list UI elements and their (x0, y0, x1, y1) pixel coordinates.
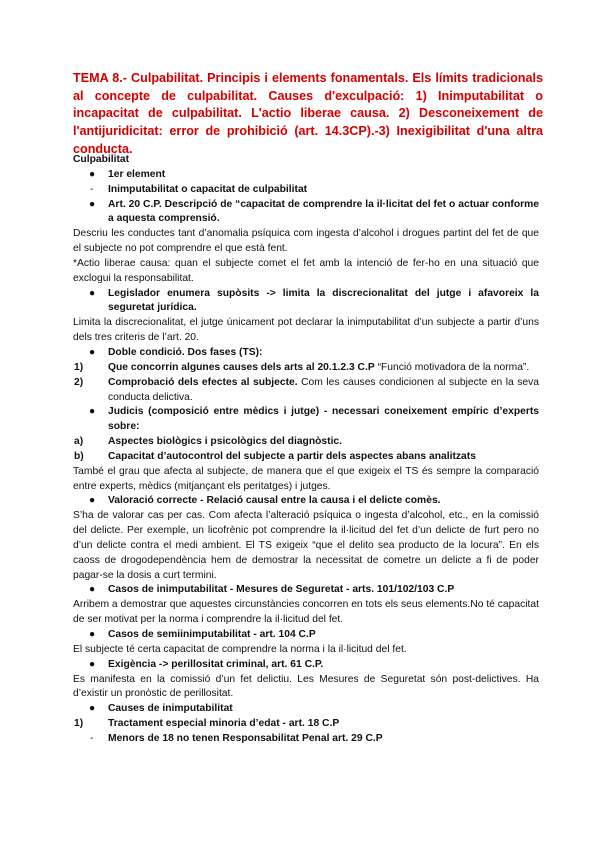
bullet-item (73, 702, 539, 717)
paragraph: El subjecte té certa capacitat de comprendre la norma i la il·licitud del fet. (73, 643, 407, 655)
letter-marker: b) (74, 450, 84, 462)
bullet-marker: ● (89, 287, 96, 299)
bullet-text: Doble condició. Dos fases (TS): (108, 346, 263, 358)
document-body (73, 153, 539, 747)
lettered-item-text: Capacitat d’autocontrol del subjecte a partir dels aspectes abans analitzats (108, 450, 476, 462)
numbered-item-text: Com les causes condicionen al subjecte en la seva conducta delictiva. (108, 376, 539, 403)
bullet-item (73, 494, 539, 509)
dash-item (73, 183, 539, 198)
bullet-marker: ● (89, 703, 96, 715)
numbered-item-text: Tractament especial minoria d’edat - art. 18 C.P (108, 718, 340, 730)
paragraph: Descriu les conductes tant d’anomalia psíquica com ingesta d’alcohol i drogues partint del fet de que el subjecte no pot comprendre el que està fent. (73, 228, 539, 255)
dash-marker: - (90, 183, 94, 195)
bullet-item (73, 346, 539, 361)
bullet-marker: ● (89, 584, 96, 596)
bullet-marker: ● (89, 658, 96, 670)
bullet-marker: ● (89, 406, 96, 418)
paragraph: Arribem a demostrar que aquestes circunstàncies concorren en tots els seus elements.No té capacitat de ser motivat per la norma i comprendre la il·licitud del fet. (73, 599, 539, 626)
bullet-marker: ● (89, 168, 96, 180)
bullet-text: Exigència -> perillositat criminal, art. 61 C.P. (108, 658, 324, 670)
lettered-item (73, 450, 539, 465)
bullet-text: Valoració correcte - Relació causal entre la causa i el delicte comès. (108, 495, 441, 507)
bullet-text: Causes de inimputabilitat (108, 703, 233, 715)
numbered-item (73, 361, 539, 376)
bullet-marker: ● (89, 495, 96, 507)
bullet-marker: ● (89, 198, 96, 210)
numbered-item-text: “Funció motivadora de la norma”. (374, 361, 530, 373)
paragraph: *Actio liberae causa: quan el subjecte comet el fet amb la intenció de fer-ho en una situació que exclogui la responsabilitat. (73, 257, 539, 284)
bullet-text: 1er element (108, 168, 166, 180)
numbered-item (73, 717, 539, 732)
bullet-item (73, 168, 539, 183)
numbered-item-bold: Que concorrin algunes causes dels arts al 20.1.2.3 C.P (108, 361, 375, 373)
lettered-item-text: Aspectes biològics i psicològics del diagnòstic. (108, 436, 343, 448)
bullet-text: Judicis (composició entre mèdics i jutge) - necessari coneixement empíric d’experts sobre: (108, 406, 539, 433)
numbered-item (73, 376, 539, 406)
bullet-marker: ● (89, 346, 96, 358)
bullet-text: Legislador enumera supòsits -> limita la discrecionalitat del jutge i afavoreix la seguretat jurídica. (108, 287, 539, 314)
number-marker: 2) (74, 376, 84, 388)
letter-marker: a) (74, 436, 84, 448)
lettered-item (73, 435, 539, 450)
bullet-marker: ● (89, 629, 96, 640)
section-heading: Culpabilitat (73, 154, 130, 165)
number-marker: 1) (74, 718, 84, 730)
bullet-item (73, 658, 539, 673)
document-title: TEMA 8.- Culpabilitat. Principis i elements fonamentals. Els límits tradicionals al concepte de culpabilitat. Causes d'exculpació: 1) Inimputabilitat o incapacitat de culpabilitat. L'actio liberae causa. 2) Desconeixement de l'antijuridicitat: error de prohibició (art. 14.3CP).-3) Inexigibilitat d'una altra conducta. (73, 71, 543, 156)
bullet-item (73, 287, 539, 317)
dash-text: Menors de 18 no tenen Responsabilitat Penal art. 29 C.P (108, 732, 383, 744)
bullet-item (73, 583, 539, 598)
numbered-item-bold: Comprobació dels efectes al subjecte. (108, 376, 298, 388)
paragraph: Limita la discrecionalitat, el jutge únicament pot declarar la inimputabilitat d’un subjecte a partir d’uns dels tres criteris de l’art. 20. (73, 317, 539, 344)
bullet-text: Casos de inimputabilitat - Mesures de Seguretat - arts. 101/102/103 C.P (108, 584, 455, 596)
paragraph: També el grau que afecta al subjecte, de manera que el que exigeix el TS és sempre la comparació entre experts, mèdics (mitjançant els peritatges) i jutges. (73, 465, 539, 492)
dash-item (73, 732, 539, 747)
bullet-item (73, 198, 539, 228)
dash-text: Inimputabilitat o capacitat de culpabilitat (108, 183, 308, 195)
bullet-item (73, 628, 539, 643)
paragraph: S’ha de valorar cas per cas. Com afecta l’alteració psíquica o ingesta d’alcohol, etc., en la comissió del delicte. Per exemple, un licofrènic pot comprendre la il·licitud del fet d’un delicte de furt pero no d’un delicte contra el medi ambient. El TS exigeix “que el delito sea producto de la locura”. En els caoss de drogodependència hem de demostrar la necessitat de cometre un delicte a fi de poder pagar-se la dosis a curt termini. (73, 510, 539, 581)
bullet-item (73, 405, 539, 435)
number-marker: 1) (74, 361, 84, 373)
dash-marker: - (90, 732, 94, 744)
bullet-text: Casos de semiinimputabilitat - art. 104 C.P (108, 629, 316, 640)
paragraph: Es manifesta en la comissió d’un fet delictiu. Les Mesures de Seguretat són post-delictives. Ha d’existir un pronòstic de perillositat. (73, 673, 539, 700)
bullet-text: Art. 20 C.P. Descripció de “capacitat de comprendre la il·licitat del fet o actuar conforme a aquesta comprensió. (108, 198, 539, 225)
